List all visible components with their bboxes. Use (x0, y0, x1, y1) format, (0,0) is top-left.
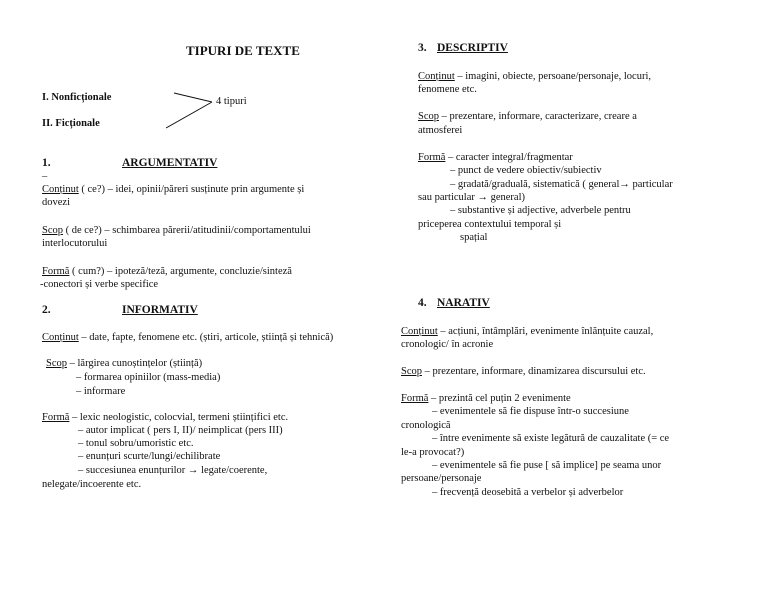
informativ-scop-line: – informare (76, 386, 126, 397)
descriptiv-continut (418, 70, 651, 83)
scop-label: Scop (42, 225, 63, 236)
argumentativ-dash: – (42, 171, 48, 182)
descriptiv-heading: DESCRIPTIV (437, 42, 508, 54)
continut-label: Conținut (42, 332, 79, 343)
narativ-forma-line: – frecvență deosebită a verbelor și adverbelor (432, 487, 624, 498)
descriptiv-forma-line: priceperea contextului temporal și (418, 219, 562, 230)
narativ-forma (401, 392, 571, 405)
informativ-heading: INFORMATIV (122, 304, 198, 316)
informativ-forma (42, 411, 288, 424)
narativ-heading: NARATIV (437, 297, 490, 309)
narativ-forma-line: persoane/personaje (401, 473, 482, 484)
informativ-number: 2. (42, 304, 51, 316)
narativ-number: 4. (418, 297, 427, 309)
forma-text: ( cum?) – ipoteză/teză, argumente, concluzie/sinteză (69, 266, 292, 277)
informativ-forma-line: nelegate/incoerente etc. (42, 479, 142, 490)
descriptiv-forma-line: – substantive și adjective, adverbele pentru (450, 205, 631, 216)
forma-text: – caracter integral/fragmentar (445, 152, 573, 163)
narativ-forma-line: le-a provocat?) (401, 447, 465, 458)
descriptiv-number: 3. (418, 42, 427, 54)
argumentativ-scop (42, 224, 311, 237)
narativ-forma-line: – evenimentele să fie puse [ să implice] pe seama unor (432, 460, 662, 471)
descriptiv-forma (418, 151, 573, 164)
descriptiv-scop (418, 110, 637, 123)
informativ-forma-line: – enunțuri scurte/lungi/echilibrate (78, 451, 221, 462)
scop-text: – prezentare, informare, dinamizarea discursului etc. (422, 366, 646, 377)
descriptiv-scop-2: atmosferei (418, 125, 463, 136)
narativ-scop (401, 365, 646, 378)
descriptiv-forma-line: – punct de vedere obiectiv/subiectiv (450, 165, 602, 176)
continut-label: Conținut (42, 184, 79, 195)
narativ-continut (401, 325, 653, 338)
type-fictional: II. Ficționale (42, 118, 100, 129)
continut-label: Conținut (401, 326, 438, 337)
scop-label: Scop (401, 366, 422, 377)
argumentativ-forma (42, 265, 292, 278)
narativ-continut-2: cronologic/ în acronie (401, 339, 494, 350)
continut-text: – date, fapte, fenomene etc. (știri, articole, știință și tehnică) (78, 332, 334, 343)
scop-label: Scop (46, 358, 67, 369)
argumentativ-scop-2: interlocutorului (42, 238, 108, 249)
scop-line: – lărgirea cunoștințelor (știință) (67, 358, 203, 369)
continut-text: – acțiuni, întâmplări, evenimente înlănțuite cauzal, (437, 326, 654, 337)
scop-text: ( de ce?) – schimbarea părerii/atitudinii/comportamentului (63, 225, 311, 236)
page-title: TIPURI DE TEXTE (186, 43, 300, 58)
informativ-forma-line: – tonul sobru/umoristic etc. (78, 438, 194, 449)
forma-label: Formă (42, 412, 70, 423)
forma-line: – lexic neologistic, colocvial, termeni științifici etc. (69, 412, 289, 423)
continut-text: – imagini, obiecte, persoane/personaje, locuri, (454, 71, 651, 82)
narativ-forma-line: – evenimentele să fie dispuse într-o succesiune (432, 406, 629, 417)
bracket-lines (160, 90, 220, 132)
informativ-forma-line: – autor implicat ( pers I, II)/ neimplicat (pers III) (78, 425, 283, 436)
informativ-scop-line: – formarea opiniilor (mass-media) (76, 372, 221, 383)
type-nonfictional: I. Nonficționale (42, 92, 112, 103)
narativ-forma-line: cronologică (401, 420, 451, 431)
continut-label: Conținut (418, 71, 455, 82)
argumentativ-heading: ARGUMENTATIV (122, 157, 218, 169)
descriptiv-forma-line: – gradată/graduală, sistematică ( general→ particular (450, 179, 673, 190)
argumentativ-continut-2: dovezi (42, 197, 70, 208)
descriptiv-continut-2: fenomene etc. (418, 84, 477, 95)
descriptiv-forma-line: spațial (460, 232, 488, 243)
argumentativ-continut (42, 183, 304, 196)
forma-label: Formă (42, 266, 70, 277)
scop-text: – prezentare, informare, caracterizare, creare a (439, 111, 637, 122)
forma-text: – prezintă cel puțin 2 evenimente (428, 393, 571, 404)
descriptiv-forma-line: sau particular → general) (418, 192, 525, 203)
argumentativ-number: 1. (42, 157, 51, 169)
narativ-forma-line: – între evenimente să existe legătură de cauzalitate (= ce (432, 433, 670, 444)
argumentativ-forma-2: -conectori și verbe specifice (40, 279, 159, 290)
forma-label: Formă (418, 152, 446, 163)
informativ-continut (42, 331, 333, 344)
informativ-forma-line: – succesiunea enunțurilor → legate/coerente, (78, 465, 268, 476)
scop-label: Scop (418, 111, 439, 122)
forma-label: Formă (401, 393, 429, 404)
informativ-scop (46, 357, 202, 370)
continut-text: ( ce?) – idei, opinii/păreri susținute prin argumente și (78, 184, 305, 195)
types-count: 4 tipuri (216, 96, 247, 107)
